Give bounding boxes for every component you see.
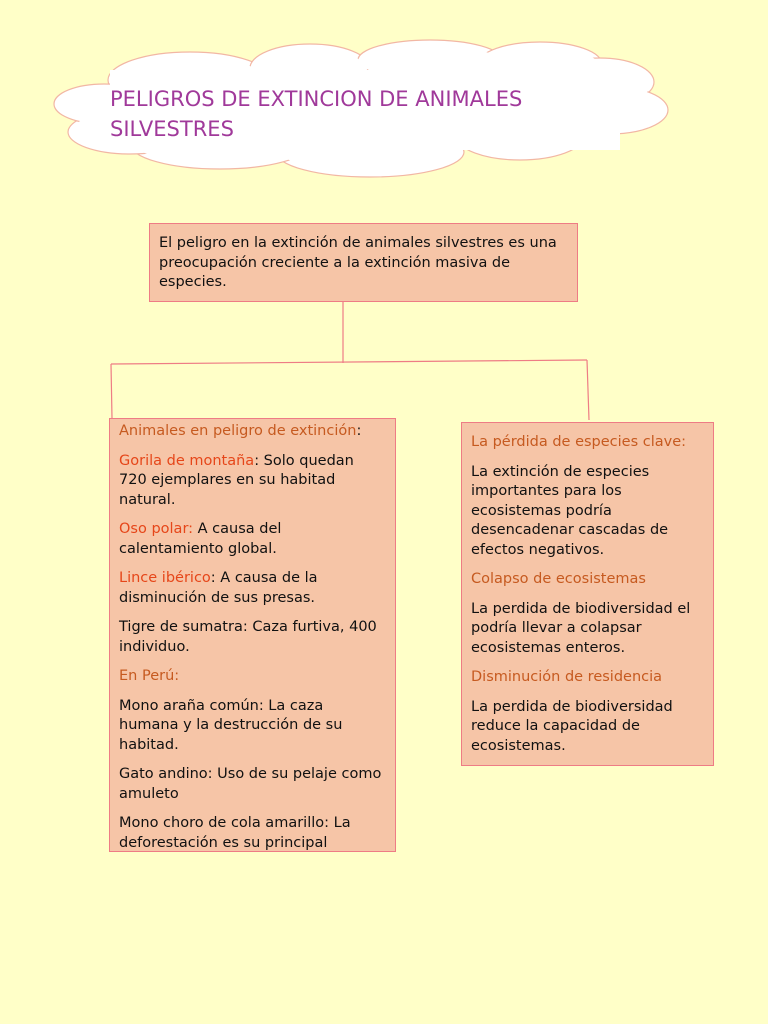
- endangered-animals-box: [109, 418, 396, 852]
- left-heading-text: Animales en peligro de extinción: [119, 423, 357, 439]
- list-item: Tigre de sumatra: Caza furtiva, 400 individuo.: [119, 619, 377, 655]
- page-title: PELIGROS DE EXTINCION DE ANIMALES SILVESTRES: [110, 87, 523, 141]
- section-text: La perdida de biodiversidad reduce la capacidad de ecosistemas.: [471, 698, 673, 754]
- list-item: Mono araña común: La caza humana y la destrucción de su habitad.: [119, 697, 343, 753]
- list-item: Gorila de montaña: Solo quedan 720 ejemplares en su habitad natural.: [119, 452, 354, 508]
- section-heading: Disminución de residencia: [471, 669, 663, 685]
- list-item: Mono choro de cola amarillo: La deforestación es su principal: [119, 815, 351, 851]
- consequences-box: [461, 422, 714, 766]
- peru-heading: En Perú:: [119, 668, 180, 684]
- section-text: La perdida de biodiversidad el podría llevar a colapsar ecosistemas enteros.: [471, 600, 691, 656]
- section-heading: Colapso de ecosistemas: [471, 571, 646, 587]
- list-item: Gato andino: Uso de su pelaje como amuleto: [119, 766, 382, 802]
- list-item: Oso polar: A causa del calentamiento global.: [119, 521, 282, 557]
- list-item: Lince ibérico: A causa de la disminución de sus presas.: [119, 570, 318, 606]
- left-heading: Animales en peligro de extinción:: [119, 423, 362, 439]
- section-heading: La pérdida de especies clave:: [471, 434, 687, 450]
- intro-text: El peligro en la extinción de animales silvestres es una preocupación creciente a la extinción masiva de especies.: [159, 235, 557, 290]
- section-text: La extinción de especies importantes para los ecosistemas podría desencadenar cascadas de efectos negativos.: [471, 463, 669, 558]
- tree-connector: [0, 0, 768, 430]
